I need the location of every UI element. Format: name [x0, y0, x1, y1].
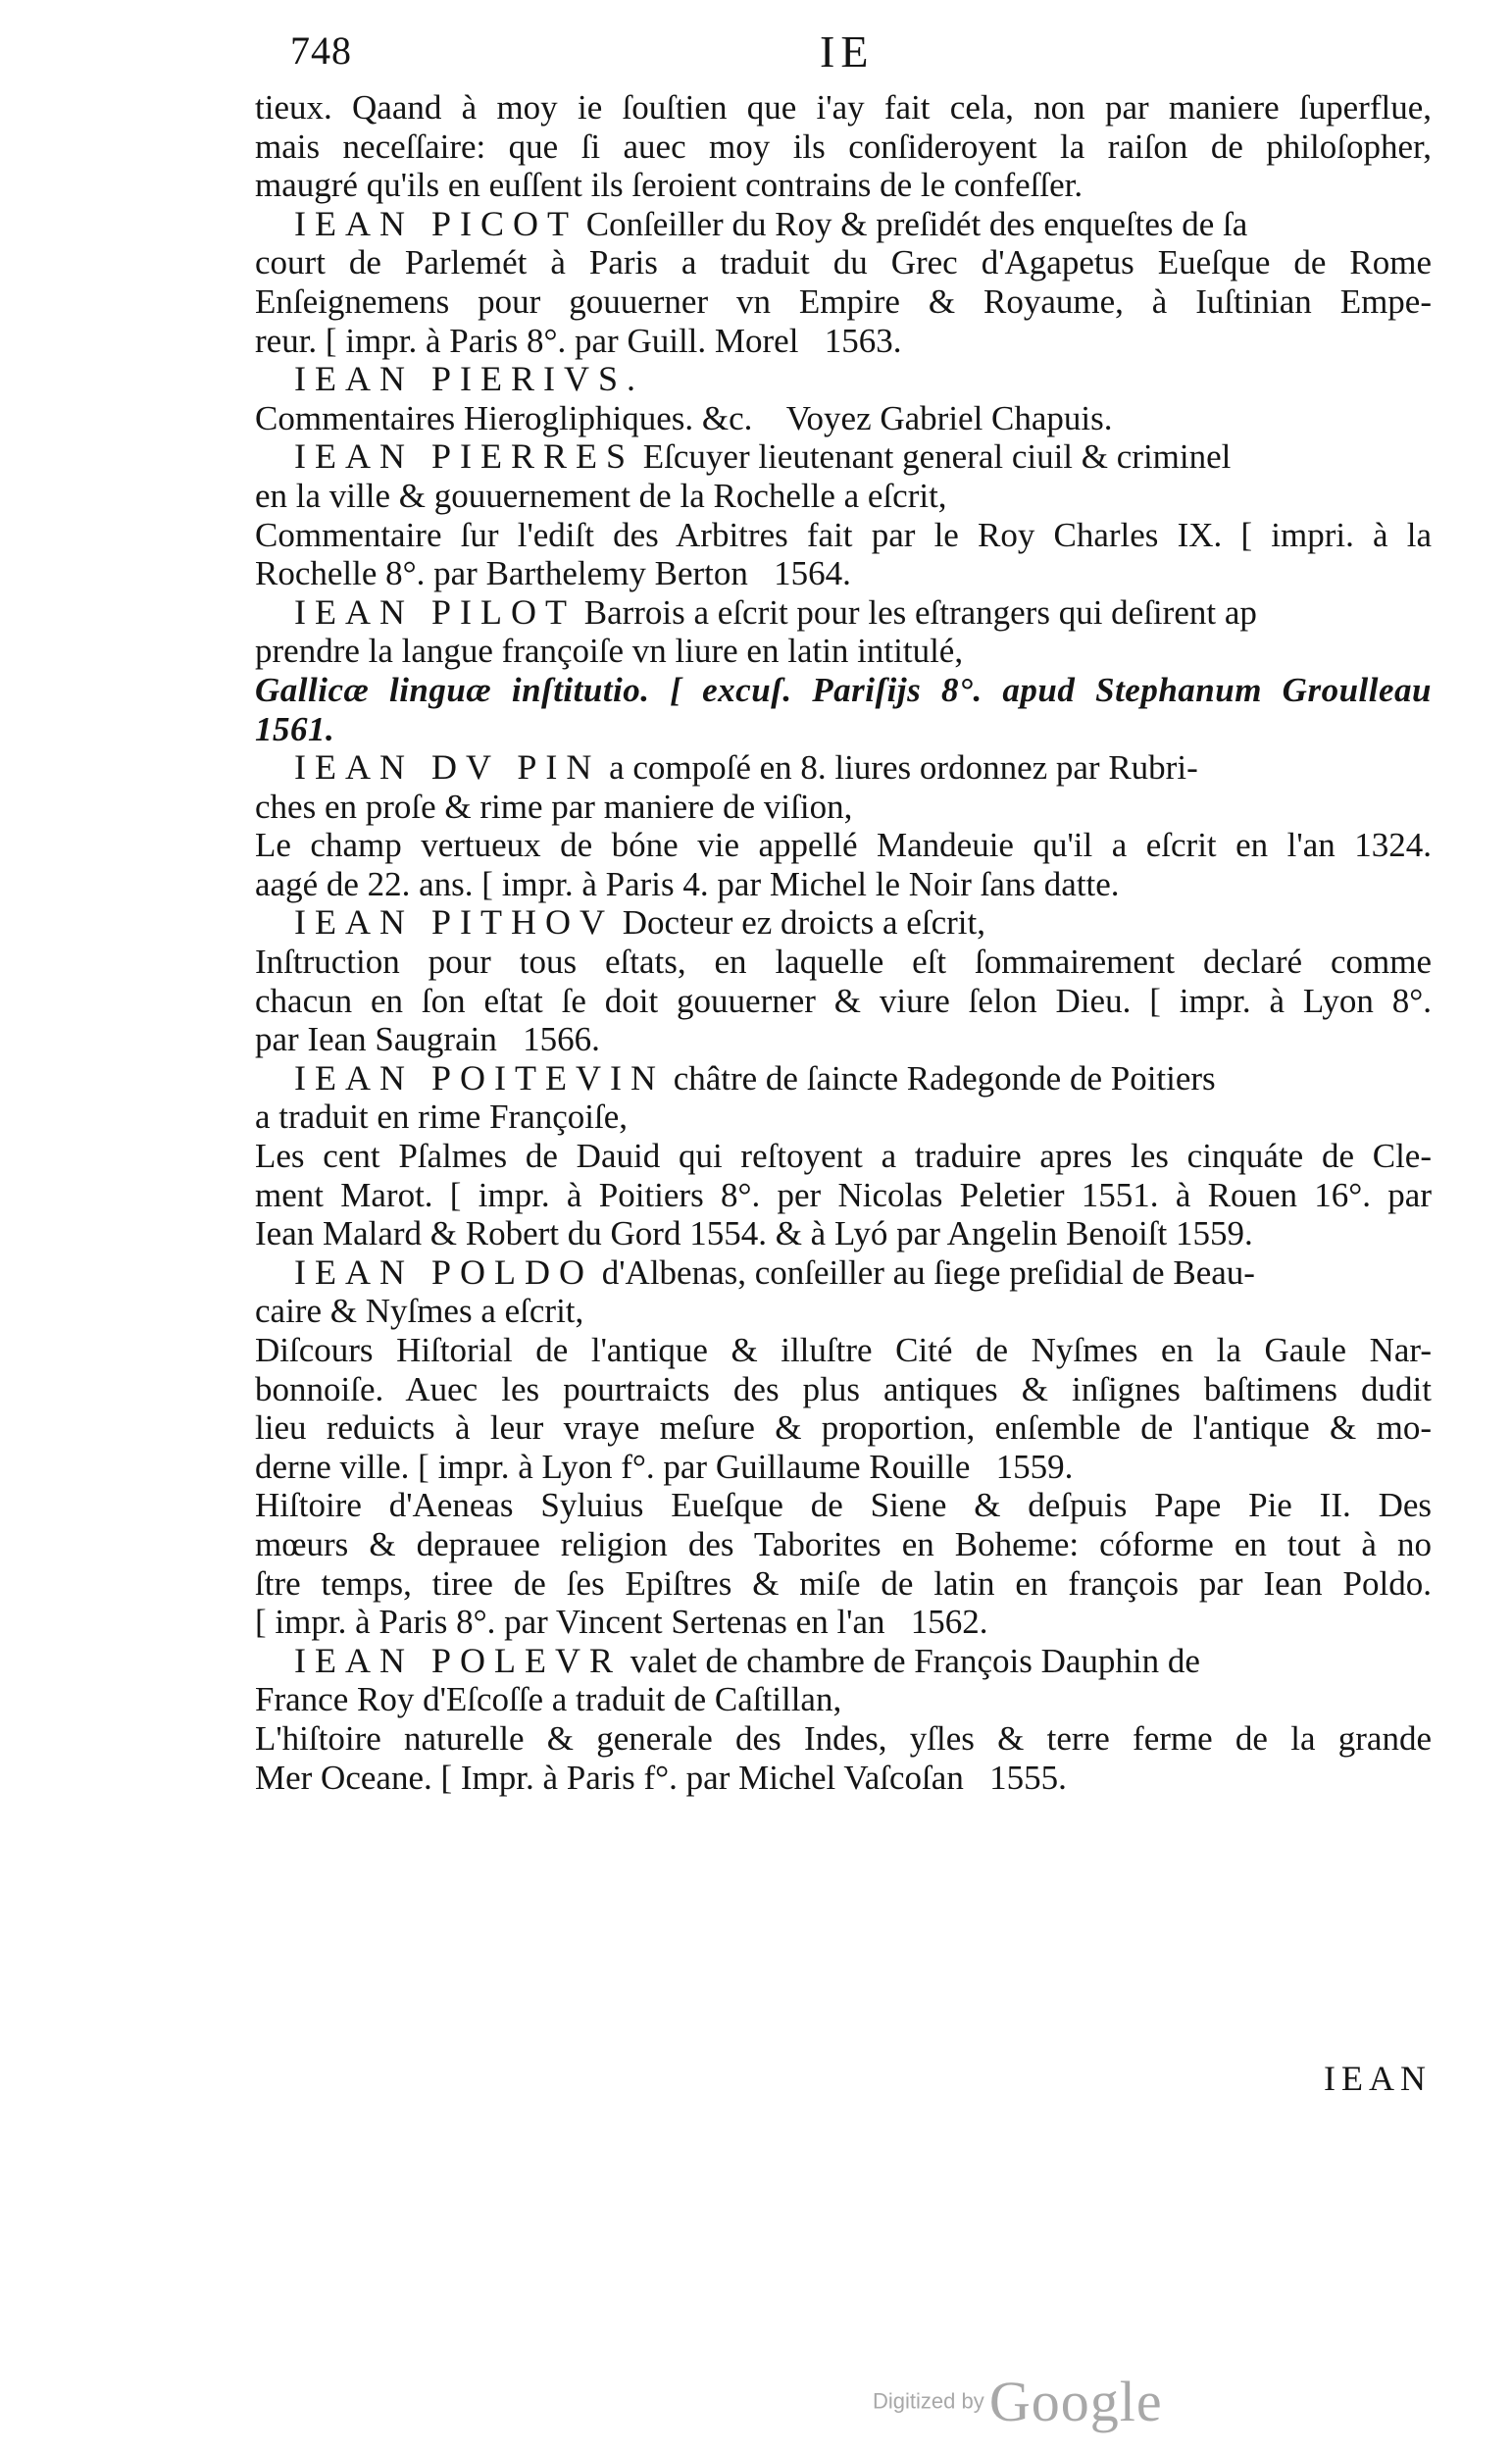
bibliography-text [255, 88, 1432, 1797]
line-text: ment Marot. [ impr. à Poitiers 8°. per Nicolas Peletier 1551. à Rouen 16°. par [255, 1175, 1432, 1214]
line-text: mœurs & deprauee religion des Taborites en Boheme: cóforme en tout à no [255, 1524, 1432, 1563]
line-text: Barrois a eſcrit pour les eſtrangers qui deſirent ap [575, 592, 1257, 632]
page-header [0, 22, 1512, 90]
line-text: chacun en ſon eſtat ſe doit gouuerner & viure ſelon Dieu. [ impr. à Lyon 8°. [255, 981, 1432, 1020]
line-text: Commentaires Hierogliphiques. &c. Voyez Gabriel Chapuis. [255, 398, 1113, 437]
text-line [255, 399, 1432, 438]
text-line [255, 88, 1432, 128]
line-text: Iean Malard & Robert du Gord 1554. & à Lyó par Angelin Benoiſt 1559. [255, 1214, 1253, 1253]
line-text: bonnoiſe. Auec les pourtraicts des plus antiques & inſignes baſtimens dudit [255, 1369, 1432, 1408]
text-line [255, 1020, 1432, 1059]
running-head: IE [820, 26, 875, 77]
line-text: Docteur ez droicts a eſcrit, [613, 903, 985, 943]
line-text: mais neceſſaire: que ſi auec moy ils conſideroyent la raiſon de philoſopher, [255, 127, 1432, 166]
line-text: L'hiſtoire naturelle & generale des Indes, yſles & terre ferme de la grande [255, 1718, 1432, 1758]
entry-heading-line [255, 1059, 1432, 1098]
line-text: [ impr. à Paris 8°. par Vincent Sertenas en l'an 1562. [255, 1603, 988, 1642]
line-text: Eſcuyer lieutenant general ciuil & criminel [634, 437, 1232, 477]
line-text: valet de chambre de François Dauphin de [621, 1641, 1200, 1680]
text-line [255, 982, 1432, 1021]
line-text: Conſeiller du Roy & preſidét des enqueſtes de ſa [577, 204, 1248, 243]
google-logo: Google [988, 2370, 1163, 2433]
line-text: Le champ vertueux de bóne vie appellé Mandeuie qu'il a eſcrit en l'an 1324. [255, 826, 1432, 865]
line-text: Commentaire ſur l'ediſt des Arbitres fait par le Roy Charles IX. [ impri. à la [255, 515, 1432, 554]
text-line [255, 322, 1432, 361]
text-line [255, 1525, 1432, 1564]
line-text: Mer Oceane. [ Impr. à Paris f°. par Michel Vaſcoſan 1555. [255, 1758, 1067, 1797]
author-name: IEAN DV PIN [294, 747, 601, 788]
line-text: d'Albenas, conſeiller au ſiege preſidial de Beau- [592, 1252, 1255, 1292]
line-text: Les cent Pſalmes de Dauid qui reſtoyent a traduire apres les cinquáte de Cle- [255, 1137, 1432, 1176]
line-text: aagé de 22. ans. [ impr. à Paris 4. par Michel le Noir ſans datte. [255, 864, 1120, 903]
line-text: reur. [ impr. à Paris 8°. par Guill. Morel 1563. [255, 321, 902, 360]
entry-heading-line [255, 437, 1432, 477]
author-name: IEAN PILOT [294, 591, 576, 632]
line-text: tieux. Qaand à moy ie ſouſtien que i'ay fait cela, non par maniere ſuperflue, [255, 88, 1432, 127]
text-line [255, 282, 1432, 322]
author-name: IEAN PIERRES [294, 436, 635, 477]
page-number: 748 [290, 28, 352, 73]
line-text: prendre la langue françoiſe vn liure en latin intitulé, [255, 632, 964, 671]
text-line [255, 1486, 1432, 1525]
text-line [255, 1680, 1432, 1719]
line-text: châtre de ſaincte Radegonde de Poitiers [664, 1058, 1216, 1098]
entry-heading-line [255, 1253, 1432, 1293]
catchword: IEAN [1324, 2059, 1432, 2098]
author-name: IEAN POLEVR [294, 1640, 622, 1680]
line-text: Enſeignemens pour gouuerner vn Empire & Royaume, à Iuſtinian Empe- [255, 281, 1432, 321]
text-line [255, 1098, 1432, 1137]
digitized-by-google-watermark [873, 2369, 1163, 2434]
text-line [255, 943, 1432, 982]
entry-heading-line [255, 748, 1432, 788]
text-line [255, 671, 1432, 710]
text-line [255, 826, 1432, 865]
text-line [255, 477, 1432, 516]
author-name: IEAN PICOT [294, 203, 578, 243]
line-text: 1561. [255, 709, 335, 748]
entry-heading-line [255, 360, 1432, 399]
line-text: lieu reduicts à leur vraye meſure & proportion, enſemble de l'antique & mo- [255, 1408, 1432, 1448]
text-line [255, 865, 1432, 904]
text-line [255, 1214, 1432, 1253]
line-text: derne ville. [ impr. à Lyon f°. par Guillaume Rouille 1559. [255, 1447, 1074, 1486]
text-line [255, 554, 1432, 593]
line-text: par Iean Saugrain 1566. [255, 1020, 600, 1059]
author-name: IEAN PITHOV [294, 902, 614, 943]
author-name: IEAN PIERIVS. [294, 359, 644, 399]
line-text: Inſtruction pour tous eſtats, en laquelle eſt ſommairement declaré comme [255, 943, 1432, 982]
text-line [255, 128, 1432, 167]
text-line [255, 1448, 1432, 1487]
line-text: ſtre temps, tiree de ſes Epiſtres & miſe de latin en françois par Iean Poldo. [255, 1563, 1432, 1603]
line-text: a traduit en rime Françoiſe, [255, 1098, 628, 1137]
text-line [255, 788, 1432, 827]
text-line [255, 710, 1432, 749]
text-line [255, 1603, 1432, 1642]
author-name: IEAN POLDO [294, 1252, 593, 1292]
text-line [255, 1370, 1432, 1409]
entry-heading-line [255, 593, 1432, 633]
line-text: a compoſé en 8. liures ordonnez par Rubri- [600, 748, 1198, 788]
text-line [255, 1292, 1432, 1331]
line-text: maugré qu'ils en euſſent ils ſeroient contrains de le confeſſer. [255, 166, 1084, 205]
text-line [255, 1176, 1432, 1215]
line-text: Rochelle 8°. par Barthelemy Berton 1564. [255, 554, 851, 593]
line-text: France Roy d'Eſcoſſe a traduit de Caſtillan, [255, 1680, 842, 1719]
line-text: Gallicæ linguæ inſtitutio. [ excuſ. Pariſijs 8°. apud Stephanum Groulleau [255, 670, 1432, 709]
line-text: ches en proſe & rime par maniere de viſion, [255, 787, 853, 826]
line-text: court de Parlemét à Paris a traduit du Grec d'Agapetus Eueſque de Rome [255, 243, 1432, 282]
text-line [255, 1759, 1432, 1798]
watermark-prefix: Digitized by [873, 2388, 984, 2414]
text-line [255, 1564, 1432, 1604]
line-text: caire & Nyſmes a eſcrit, [255, 1292, 584, 1331]
text-line [255, 1331, 1432, 1370]
text-line [255, 243, 1432, 282]
line-text: Diſcours Hiſtorial de l'antique & illuſtre Cité de Nyſmes en la Gaule Nar- [255, 1331, 1432, 1369]
entry-heading-line [255, 205, 1432, 244]
text-line [255, 632, 1432, 671]
text-line [255, 1408, 1432, 1448]
author-name: IEAN POITEVIN [294, 1057, 665, 1098]
entry-heading-line [255, 903, 1432, 943]
text-line [255, 1719, 1432, 1759]
text-line [255, 516, 1432, 555]
line-text: en la ville & gouuernement de la Rochelle a eſcrit, [255, 476, 947, 515]
text-line [255, 166, 1432, 205]
entry-heading-line [255, 1642, 1432, 1681]
text-line [255, 1137, 1432, 1176]
line-text: Hiſtoire d'Aeneas Syluius Eueſque de Siene & deſpuis Pape Pie II. Des [255, 1486, 1432, 1525]
